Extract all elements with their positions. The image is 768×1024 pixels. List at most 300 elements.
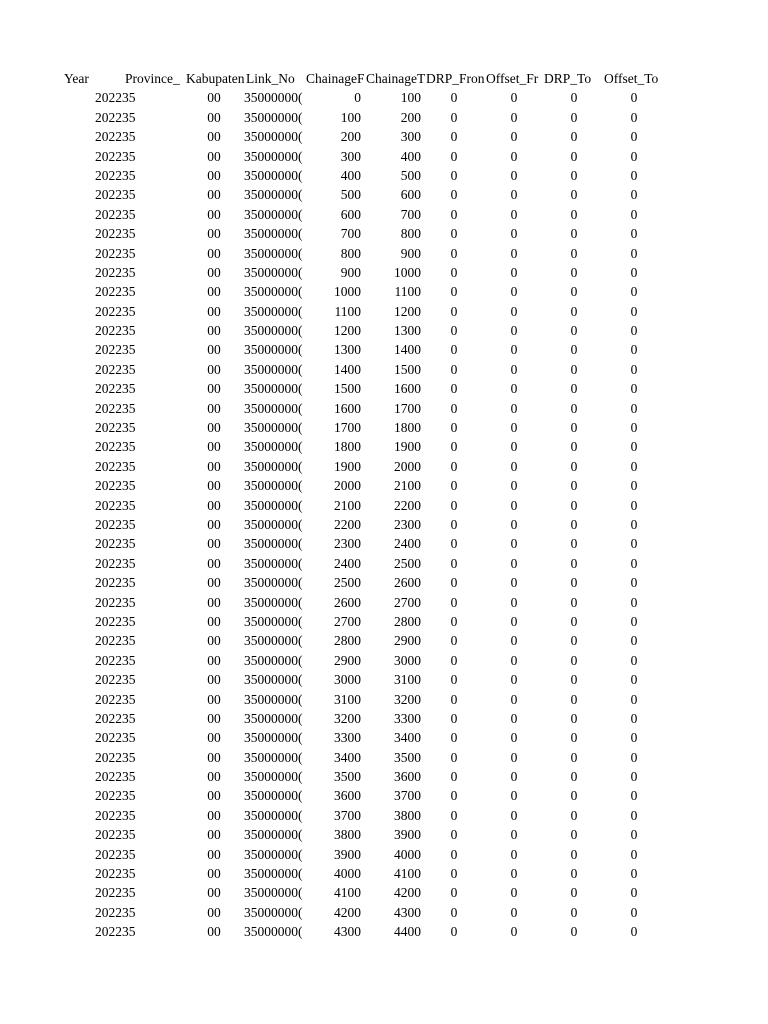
drp-from-cell: 0: [450, 710, 458, 726]
offset-to-cell: 0: [630, 458, 638, 474]
chainage-to-cell: 4000: [394, 846, 421, 862]
offset-from-cell: 0: [510, 458, 518, 474]
chainage-to-cell: 1600: [394, 381, 421, 397]
table-row: [0, 883, 768, 902]
chainage-to-cell: 400: [400, 148, 421, 164]
offset-from-cell: 0: [510, 730, 518, 746]
chainage-to-cell: 2000: [394, 458, 421, 474]
drp-from-cell: 0: [450, 613, 458, 629]
drp-to-cell: 0: [570, 652, 578, 668]
table-row: [0, 903, 768, 922]
link-no-cell: 35000000(: [244, 129, 303, 145]
year-cell: 2022: [95, 439, 122, 455]
drp-from-cell: 0: [450, 478, 458, 494]
drp-to-cell: 0: [570, 807, 578, 823]
chainage-from-cell: 1500: [334, 381, 361, 397]
link-no-cell: 35000000(: [244, 303, 303, 319]
kabupaten-cell: 00: [207, 788, 221, 804]
year-cell: 2022: [95, 284, 122, 300]
drp-to-cell: 0: [570, 924, 578, 940]
link-no-cell: 35000000(: [244, 361, 303, 377]
offset-to-cell: 0: [630, 439, 638, 455]
year-cell: 2022: [95, 691, 122, 707]
chainage-to-cell: 1300: [394, 323, 421, 339]
drp-from-cell: 0: [450, 420, 458, 436]
chainage-from-cell: 4000: [334, 866, 361, 882]
drp-from-cell: 0: [450, 885, 458, 901]
kabupaten-cell: 00: [207, 439, 221, 455]
drp-from-cell: 0: [450, 652, 458, 668]
link-no-cell: 35000000(: [244, 769, 303, 785]
link-no-cell: 35000000(: [244, 167, 303, 183]
kabupaten-cell: 00: [207, 827, 221, 843]
link-no-cell: 35000000(: [244, 187, 303, 203]
chainage-from-cell: 2400: [334, 555, 361, 571]
province-cell: 35: [122, 206, 136, 222]
province-cell: 35: [122, 167, 136, 183]
offset-to-cell: 0: [630, 303, 638, 319]
drp-to-cell: 0: [570, 575, 578, 591]
link-no-cell: 35000000(: [244, 400, 303, 416]
table-row: [0, 457, 768, 476]
year-cell: 2022: [95, 827, 122, 843]
link-no-cell: 35000000(: [244, 226, 303, 242]
offset-from-cell: 0: [510, 904, 518, 920]
year-cell: 2022: [95, 788, 122, 804]
table-row: [0, 593, 768, 612]
chainage-from-cell: 4300: [334, 924, 361, 940]
drp-from-cell: 0: [450, 730, 458, 746]
table-row: [0, 224, 768, 243]
kabupaten-cell: 00: [207, 866, 221, 882]
offset-to-cell: 0: [630, 749, 638, 765]
table-row: [0, 573, 768, 592]
offset-from-cell: 0: [510, 129, 518, 145]
drp-from-cell: 0: [450, 284, 458, 300]
table-row: [0, 922, 768, 941]
year-cell: 2022: [95, 536, 122, 552]
offset-to-cell: 0: [630, 555, 638, 571]
table-row: [0, 399, 768, 418]
chainage-from-cell: 2800: [334, 633, 361, 649]
year-cell: 2022: [95, 458, 122, 474]
chainage-to-cell: 500: [400, 167, 421, 183]
year-cell: 2022: [95, 109, 122, 125]
chainage-from-cell: 200: [340, 129, 361, 145]
offset-from-cell: 0: [510, 284, 518, 300]
chainage-to-cell: 800: [400, 226, 421, 242]
offset-from-cell: 0: [510, 652, 518, 668]
link-no-cell: 35000000(: [244, 730, 303, 746]
province-cell: 35: [122, 536, 136, 552]
chainage-from-cell: 2700: [334, 613, 361, 629]
chainage-from-cell: 300: [340, 148, 361, 164]
province-cell: 35: [122, 245, 136, 261]
chainage-to-cell: 3300: [394, 710, 421, 726]
chainage-from-cell: 3000: [334, 672, 361, 688]
link-no-cell: 35000000(: [244, 148, 303, 164]
province-cell: 35: [122, 420, 136, 436]
drp-from-cell: 0: [450, 516, 458, 532]
offset-to-cell: 0: [630, 827, 638, 843]
chainage-from-cell: 1700: [334, 420, 361, 436]
province-cell: 35: [122, 827, 136, 843]
drp-to-cell: 0: [570, 109, 578, 125]
table-row: [0, 612, 768, 631]
drp-to-cell: 0: [570, 710, 578, 726]
chainage-from-cell: 400: [340, 167, 361, 183]
link-no-cell: 35000000(: [244, 342, 303, 358]
offset-from-cell: 0: [510, 885, 518, 901]
drp-to-cell: 0: [570, 323, 578, 339]
kabupaten-cell: 00: [207, 497, 221, 513]
offset-from-cell: 0: [510, 400, 518, 416]
column-header-kabupaten: Kabupaten: [186, 71, 245, 86]
chainage-to-cell: 2700: [394, 594, 421, 610]
table-row: [0, 166, 768, 185]
offset-from-cell: 0: [510, 769, 518, 785]
chainage-to-cell: 1700: [394, 400, 421, 416]
chainage-from-cell: 3900: [334, 846, 361, 862]
drp-from-cell: 0: [450, 827, 458, 843]
table-row: [0, 806, 768, 825]
offset-from-cell: 0: [510, 691, 518, 707]
chainage-to-cell: 3800: [394, 807, 421, 823]
kabupaten-cell: 00: [207, 575, 221, 591]
table-row: [0, 631, 768, 650]
drp-from-cell: 0: [450, 575, 458, 591]
drp-to-cell: 0: [570, 769, 578, 785]
chainage-to-cell: 3100: [394, 672, 421, 688]
drp-from-cell: 0: [450, 769, 458, 785]
offset-to-cell: 0: [630, 807, 638, 823]
year-cell: 2022: [95, 187, 122, 203]
drp-to-cell: 0: [570, 420, 578, 436]
offset-to-cell: 0: [630, 400, 638, 416]
column-header-offset-from: Offset_Fr: [486, 71, 539, 86]
drp-from-cell: 0: [450, 633, 458, 649]
chainage-from-cell: 1900: [334, 458, 361, 474]
drp-to-cell: 0: [570, 148, 578, 164]
drp-to-cell: 0: [570, 827, 578, 843]
kabupaten-cell: 00: [207, 361, 221, 377]
link-no-cell: 35000000(: [244, 672, 303, 688]
offset-to-cell: 0: [630, 594, 638, 610]
year-cell: 2022: [95, 497, 122, 513]
kabupaten-cell: 00: [207, 342, 221, 358]
province-cell: 35: [122, 264, 136, 280]
link-no-cell: 35000000(: [244, 691, 303, 707]
kabupaten-cell: 00: [207, 226, 221, 242]
year-cell: 2022: [95, 245, 122, 261]
chainage-to-cell: 1800: [394, 420, 421, 436]
chainage-from-cell: 2000: [334, 478, 361, 494]
offset-to-cell: 0: [630, 613, 638, 629]
link-no-cell: 35000000(: [244, 264, 303, 280]
table-row: [0, 728, 768, 747]
province-cell: 35: [122, 284, 136, 300]
province-cell: 35: [122, 788, 136, 804]
kabupaten-cell: 00: [207, 129, 221, 145]
drp-from-cell: 0: [450, 691, 458, 707]
drp-from-cell: 0: [450, 129, 458, 145]
table-row: [0, 302, 768, 321]
drp-from-cell: 0: [450, 458, 458, 474]
drp-to-cell: 0: [570, 303, 578, 319]
link-no-cell: 35000000(: [244, 924, 303, 940]
table-row: [0, 88, 768, 107]
offset-from-cell: 0: [510, 807, 518, 823]
table-row: [0, 147, 768, 166]
drp-from-cell: 0: [450, 924, 458, 940]
kabupaten-cell: 00: [207, 769, 221, 785]
chainage-to-cell: 300: [400, 129, 421, 145]
year-cell: 2022: [95, 148, 122, 164]
kabupaten-cell: 00: [207, 303, 221, 319]
year-cell: 2022: [95, 769, 122, 785]
year-cell: 2022: [95, 206, 122, 222]
chainage-from-cell: 3200: [334, 710, 361, 726]
chainage-from-cell: 2600: [334, 594, 361, 610]
drp-from-cell: 0: [450, 323, 458, 339]
kabupaten-cell: 00: [207, 90, 221, 106]
drp-from-cell: 0: [450, 400, 458, 416]
chainage-to-cell: 1200: [394, 303, 421, 319]
table-row: [0, 515, 768, 534]
chainage-to-cell: 700: [400, 206, 421, 222]
table-row: [0, 845, 768, 864]
kabupaten-cell: 00: [207, 730, 221, 746]
offset-to-cell: 0: [630, 109, 638, 125]
link-no-cell: 35000000(: [244, 206, 303, 222]
year-cell: 2022: [95, 90, 122, 106]
kabupaten-cell: 00: [207, 458, 221, 474]
link-no-cell: 35000000(: [244, 749, 303, 765]
offset-to-cell: 0: [630, 90, 638, 106]
chainage-from-cell: 2900: [334, 652, 361, 668]
drp-from-cell: 0: [450, 497, 458, 513]
offset-from-cell: 0: [510, 613, 518, 629]
chainage-from-cell: 1200: [334, 323, 361, 339]
offset-to-cell: 0: [630, 167, 638, 183]
chainage-from-cell: 700: [340, 226, 361, 242]
kabupaten-cell: 00: [207, 264, 221, 280]
year-cell: 2022: [95, 361, 122, 377]
province-cell: 35: [122, 652, 136, 668]
drp-to-cell: 0: [570, 846, 578, 862]
table-row: [0, 864, 768, 883]
drp-from-cell: 0: [450, 439, 458, 455]
province-cell: 35: [122, 807, 136, 823]
kabupaten-cell: 00: [207, 148, 221, 164]
offset-to-cell: 0: [630, 206, 638, 222]
year-cell: 2022: [95, 710, 122, 726]
chainage-to-cell: 4300: [394, 904, 421, 920]
drp-to-cell: 0: [570, 613, 578, 629]
chainage-from-cell: 3700: [334, 807, 361, 823]
offset-to-cell: 0: [630, 264, 638, 280]
offset-to-cell: 0: [630, 652, 638, 668]
drp-to-cell: 0: [570, 187, 578, 203]
drp-from-cell: 0: [450, 206, 458, 222]
table-row: [0, 748, 768, 767]
offset-to-cell: 0: [630, 788, 638, 804]
offset-to-cell: 0: [630, 187, 638, 203]
chainage-from-cell: 1300: [334, 342, 361, 358]
offset-from-cell: 0: [510, 846, 518, 862]
province-cell: 35: [122, 866, 136, 882]
chainage-to-cell: 3400: [394, 730, 421, 746]
table-row: [0, 185, 768, 204]
offset-from-cell: 0: [510, 516, 518, 532]
kabupaten-cell: 00: [207, 672, 221, 688]
drp-to-cell: 0: [570, 788, 578, 804]
chainage-from-cell: 3500: [334, 769, 361, 785]
province-cell: 35: [122, 710, 136, 726]
chainage-to-cell: 100: [400, 90, 421, 106]
kabupaten-cell: 00: [207, 109, 221, 125]
province-cell: 35: [122, 594, 136, 610]
chainage-to-cell: 4200: [394, 885, 421, 901]
kabupaten-cell: 00: [207, 924, 221, 940]
chainage-to-cell: 200: [400, 109, 421, 125]
drp-from-cell: 0: [450, 245, 458, 261]
offset-from-cell: 0: [510, 206, 518, 222]
table-row: [0, 670, 768, 689]
year-cell: 2022: [95, 730, 122, 746]
province-cell: 35: [122, 109, 136, 125]
table-row: [0, 554, 768, 573]
offset-to-cell: 0: [630, 129, 638, 145]
drp-to-cell: 0: [570, 594, 578, 610]
year-cell: 2022: [95, 323, 122, 339]
province-cell: 35: [122, 187, 136, 203]
spreadsheet-table: [0, 69, 768, 942]
province-cell: 35: [122, 439, 136, 455]
province-cell: 35: [122, 672, 136, 688]
drp-to-cell: 0: [570, 749, 578, 765]
drp-to-cell: 0: [570, 904, 578, 920]
header-row: [0, 69, 768, 88]
drp-from-cell: 0: [450, 303, 458, 319]
offset-from-cell: 0: [510, 594, 518, 610]
province-cell: 35: [122, 226, 136, 242]
offset-to-cell: 0: [630, 885, 638, 901]
offset-from-cell: 0: [510, 90, 518, 106]
chainage-to-cell: 2400: [394, 536, 421, 552]
year-cell: 2022: [95, 846, 122, 862]
drp-to-cell: 0: [570, 206, 578, 222]
drp-from-cell: 0: [450, 90, 458, 106]
chainage-to-cell: 3500: [394, 749, 421, 765]
province-cell: 35: [122, 885, 136, 901]
offset-from-cell: 0: [510, 633, 518, 649]
drp-from-cell: 0: [450, 846, 458, 862]
province-cell: 35: [122, 303, 136, 319]
drp-to-cell: 0: [570, 633, 578, 649]
chainage-to-cell: 2200: [394, 497, 421, 513]
province-cell: 35: [122, 575, 136, 591]
drp-from-cell: 0: [450, 264, 458, 280]
table-row: [0, 263, 768, 282]
drp-to-cell: 0: [570, 885, 578, 901]
column-header-drp-to: DRP_To: [544, 71, 592, 86]
offset-to-cell: 0: [630, 904, 638, 920]
chainage-to-cell: 4100: [394, 866, 421, 882]
chainage-from-cell: 2300: [334, 536, 361, 552]
province-cell: 35: [122, 691, 136, 707]
year-cell: 2022: [95, 575, 122, 591]
offset-to-cell: 0: [630, 226, 638, 242]
chainage-to-cell: 2600: [394, 575, 421, 591]
kabupaten-cell: 00: [207, 187, 221, 203]
link-no-cell: 35000000(: [244, 633, 303, 649]
kabupaten-cell: 00: [207, 555, 221, 571]
offset-to-cell: 0: [630, 381, 638, 397]
offset-from-cell: 0: [510, 497, 518, 513]
drp-to-cell: 0: [570, 439, 578, 455]
link-no-cell: 35000000(: [244, 109, 303, 125]
offset-to-cell: 0: [630, 866, 638, 882]
chainage-from-cell: 3800: [334, 827, 361, 843]
year-cell: 2022: [95, 904, 122, 920]
table-row: [0, 496, 768, 515]
kabupaten-cell: 00: [207, 594, 221, 610]
chainage-from-cell: 3400: [334, 749, 361, 765]
drp-from-cell: 0: [450, 555, 458, 571]
offset-to-cell: 0: [630, 633, 638, 649]
year-cell: 2022: [95, 807, 122, 823]
table-body: [0, 88, 768, 941]
offset-from-cell: 0: [510, 148, 518, 164]
offset-to-cell: 0: [630, 342, 638, 358]
province-cell: 35: [122, 361, 136, 377]
link-no-cell: 35000000(: [244, 904, 303, 920]
chainage-from-cell: 3300: [334, 730, 361, 746]
offset-from-cell: 0: [510, 536, 518, 552]
year-cell: 2022: [95, 885, 122, 901]
drp-to-cell: 0: [570, 478, 578, 494]
link-no-cell: 35000000(: [244, 497, 303, 513]
year-cell: 2022: [95, 400, 122, 416]
chainage-from-cell: 3600: [334, 788, 361, 804]
province-cell: 35: [122, 633, 136, 649]
drp-from-cell: 0: [450, 361, 458, 377]
year-cell: 2022: [95, 420, 122, 436]
offset-to-cell: 0: [630, 691, 638, 707]
column-header-province: Province_: [125, 71, 180, 86]
offset-to-cell: 0: [630, 769, 638, 785]
table-row: [0, 690, 768, 709]
kabupaten-cell: 00: [207, 420, 221, 436]
link-no-cell: 35000000(: [244, 788, 303, 804]
chainage-to-cell: 1000: [394, 264, 421, 280]
link-no-cell: 35000000(: [244, 885, 303, 901]
link-no-cell: 35000000(: [244, 536, 303, 552]
link-no-cell: 35000000(: [244, 827, 303, 843]
chainage-to-cell: 4400: [394, 924, 421, 940]
table-row: [0, 825, 768, 844]
chainage-from-cell: 4200: [334, 904, 361, 920]
offset-to-cell: 0: [630, 284, 638, 300]
offset-from-cell: 0: [510, 342, 518, 358]
drp-to-cell: 0: [570, 691, 578, 707]
province-cell: 35: [122, 924, 136, 940]
kabupaten-cell: 00: [207, 167, 221, 183]
province-cell: 35: [122, 458, 136, 474]
year-cell: 2022: [95, 749, 122, 765]
chainage-to-cell: 2300: [394, 516, 421, 532]
